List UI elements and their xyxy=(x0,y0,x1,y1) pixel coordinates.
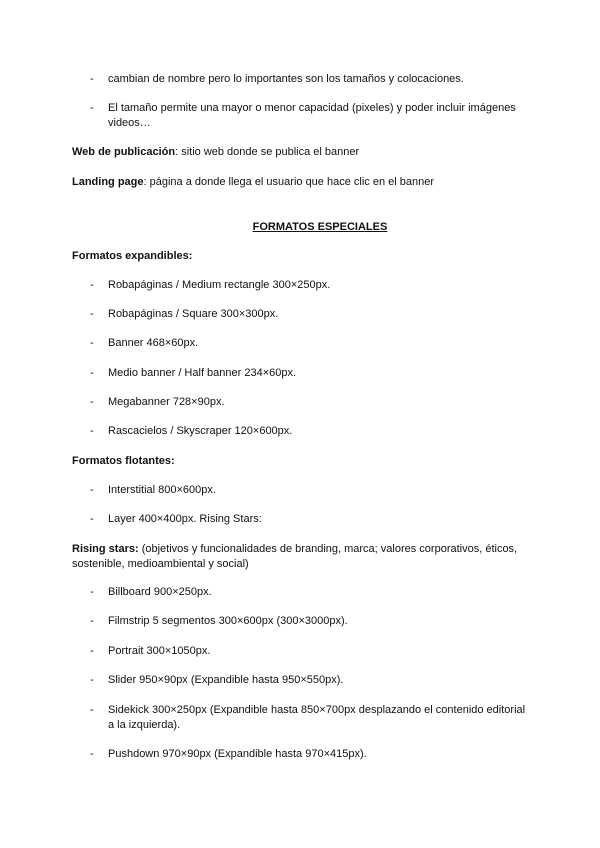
bullet-dash: - xyxy=(90,704,94,716)
bullet-dash: - xyxy=(90,279,94,291)
list-item-text: Megabanner 728×90px. xyxy=(108,396,225,408)
subheading-floating: Formatos flotantes: xyxy=(72,455,175,467)
bullet-dash: - xyxy=(90,308,94,320)
list-item-text: Medio banner / Half banner 234×60px. xyxy=(108,367,297,379)
list-item-text: cambian de nombre pero lo importantes son los tamaños y colocaciones. xyxy=(108,73,464,85)
bullet-dash: - xyxy=(90,73,94,85)
bullet-dash: - xyxy=(90,615,94,627)
list-item-text: Rascacielos / Skyscraper 120×600px. xyxy=(108,425,293,437)
rising-stars-paragraph xyxy=(72,542,542,572)
section-title: FORMATOS ESPECIALES xyxy=(252,221,388,233)
bullet-dash: - xyxy=(90,367,94,379)
list-item-text: Robapáginas / Square 300×300px. xyxy=(108,308,279,320)
bullet-dash: - xyxy=(90,396,94,408)
bullet-dash: - xyxy=(90,748,94,760)
list-item-text: Portrait 300×1050px. xyxy=(108,645,211,657)
bullet-dash: - xyxy=(90,674,94,686)
list-item-text: Layer 400×400px. Rising Stars: xyxy=(108,513,262,525)
list-item-text: Banner 468×60px. xyxy=(108,337,199,349)
definition-term: Landing page xyxy=(72,176,144,188)
bullet-dash: - xyxy=(90,425,94,437)
definition-text: (objetivos y funcionalidades de branding, marca; valores corporativos, éticos, sostenible, medioambiental y social) xyxy=(72,543,518,570)
list-item-text: Billboard 900×250px. xyxy=(108,586,212,598)
list-item-text: Sidekick 300×250px (Expandible hasta 850×700px desplazando el contenido editorial a la izquierda). xyxy=(108,704,526,731)
definition-term: Rising stars: xyxy=(72,543,139,555)
definition-term: Web de publicación xyxy=(72,146,176,158)
bullet-dash: - xyxy=(90,484,94,496)
definition-publication-site xyxy=(72,145,542,160)
definition-text: : página a donde llega el usuario que hace clic en el banner xyxy=(143,176,434,188)
definition-text: : sitio web donde se publica el banner xyxy=(175,146,360,158)
bullet-dash: - xyxy=(90,513,94,525)
list-item-text: Robapáginas / Medium rectangle 300×250px. xyxy=(108,279,331,291)
list-item-text: Interstitial 800×600px. xyxy=(108,484,216,496)
list-item-text: El tamaño permite una mayor o menor capacidad (pixeles) y poder incluir imágenes videos… xyxy=(108,102,516,129)
bullet-dash: - xyxy=(90,102,94,114)
definition-landing-page xyxy=(72,175,542,190)
list-item-text: Slider 950×90px (Expandible hasta 950×550px). xyxy=(108,674,344,686)
bullet-dash: - xyxy=(90,586,94,598)
bullet-dash: - xyxy=(90,337,94,349)
bullet-dash: - xyxy=(90,645,94,657)
subheading-expandable: Formatos expandibles: xyxy=(72,250,193,262)
list-item-text: Pushdown 970×90px (Expandible hasta 970×415px). xyxy=(108,748,367,760)
list-item-text: Filmstrip 5 segmentos 300×600px (300×3000px). xyxy=(108,615,348,627)
